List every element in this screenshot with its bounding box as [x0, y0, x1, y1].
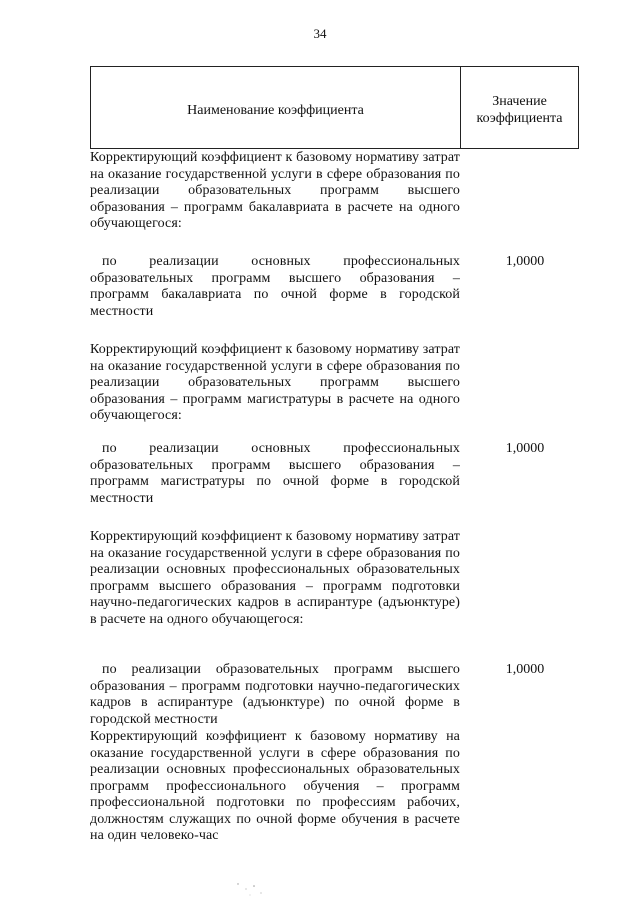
value-postgraduate: 1,0000	[505, 662, 545, 677]
table-header	[90, 66, 579, 149]
section-bachelor: Корректирующий коэффициент к базовому нормативу затрат на оказание государственной услуги в сфере образования по реализации образовательных программ высшего образования – программ бакалавриата в расчете на одного обучающегося:	[90, 150, 460, 231]
column-header-value: Значение коэффициента	[476, 93, 563, 126]
section-postgraduate: Корректирующий коэффициент к базовому нормативу затрат на оказание государственной услуги в сфере образования по реализации основных профессиональных образовательных программ высшего образования – программ подготовки научно-педагогических кадров в аспирантуре (адъюнктуре) в расчете на одного обучающегося:	[90, 529, 460, 627]
page-number: 34	[313, 26, 327, 41]
scan-specks	[232, 880, 272, 900]
section-master: Корректирующий коэффициент к базовому нормативу затрат на оказание государственной услуги в сфере образования по реализации образовательных программ высшего образования – программ магистратуры в расчете на одного обучающегося:	[90, 342, 460, 423]
value-bachelor: 1,0000	[505, 254, 545, 269]
column-header-name: Наименование коэффициента	[91, 67, 461, 148]
item-postgraduate-full-time-urban: по реализации образовательных программ высшего образования – программ подготовки научно-педагогических кадров в аспирантуре (адъюнктуре) по очной форме в городской местности	[90, 662, 460, 727]
item-master-full-time-urban: по реализации основных профессиональных образовательных программ высшего образования – программ магистратуры по очной форме в городской местности	[90, 441, 460, 506]
value-master: 1,0000	[505, 441, 545, 456]
section-vocational-training: Корректирующий коэффициент к базовому нормативу на оказание государственной услуги в сфере образования по реализации основных профессиональных образовательных программ профессионального обучения – программ профессиональной подготовки по профессиям рабочих, должностям служащих по очной форме обучения в расчете на один человеко-час	[90, 729, 460, 843]
item-bachelor-full-time-urban: по реализации основных профессиональных образовательных программ высшего образования – программ бакалавриата по очной форме в городской местности	[90, 254, 460, 319]
